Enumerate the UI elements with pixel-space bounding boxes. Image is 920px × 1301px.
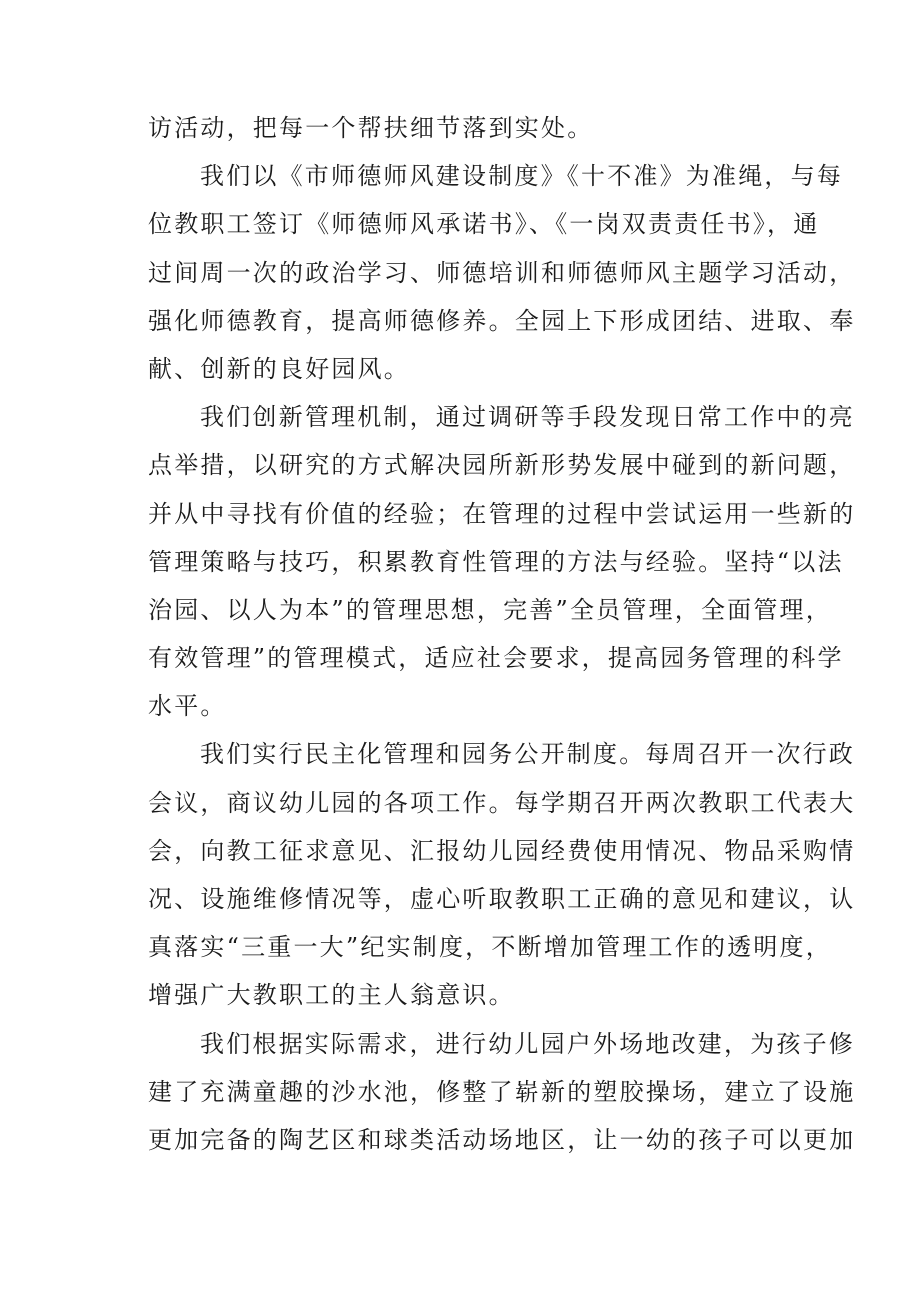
text-line: 位教职工签订《师德师风承诺书》、《一岗双责责任书》，通 bbox=[148, 210, 820, 239]
text-line: 会议，商议幼儿园的各项工作。每学期召开两次教职工代表大 bbox=[148, 788, 856, 817]
text-line: 建了充满童趣的沙水池，修整了崭新的塑胶操场，建立了设施 bbox=[148, 1077, 856, 1106]
text-line: 并从中寻找有价值的经验；在管理的过程中尝试运用一些新的 bbox=[148, 499, 856, 528]
paragraph-first-line: 我们根据实际需求，进行幼儿园户外场地改建，为孩子修 bbox=[200, 1029, 855, 1058]
text-line: 访活动，把每一个帮扶细节落到实处。 bbox=[148, 114, 594, 142]
text-line: 更加完备的陶艺区和球类活动场地区，让一幼的孩子可以更加 bbox=[148, 1125, 856, 1154]
text-line: 况、设施维修情况等，虚心听取教职工正确的意见和建议，认 bbox=[148, 885, 856, 913]
paragraph-first-line: 我们以《市师德师风建设制度》《十不准》为准绳，与每 bbox=[200, 162, 843, 191]
text-line: 献、创新的良好园风。 bbox=[148, 354, 410, 383]
paragraph-first-line: 我们实行民主化管理和园务公开制度。每周召开一次行政 bbox=[200, 740, 855, 769]
body-text bbox=[148, 104, 856, 1164]
text-line: 增强广大教职工的主人翁意识。 bbox=[148, 981, 515, 1010]
text-line: 管理策略与技巧，积累教育性管理的方法与经验。坚持“以法 bbox=[148, 547, 844, 576]
text-line: 有效管理”的管理模式，适应社会要求，提高园务管理的科学 bbox=[148, 644, 844, 673]
text-line: 水平。 bbox=[148, 692, 227, 721]
text-line: 治园、以人为本”的管理思想，完善”全员管理，全面管理， bbox=[148, 595, 832, 624]
text-line: 点举措，以研究的方式解决园所新形势发展中碰到的新问题， bbox=[148, 451, 856, 480]
paragraph-first-line: 我们创新管理机制，通过调研等手段发现日常工作中的亮 bbox=[200, 403, 855, 432]
text-line: 强化师德教育，提高师德修养。全园上下形成团结、进取、奉 bbox=[148, 306, 856, 335]
text-line: 过间周一次的政治学习、师德培训和师德师风主题学习活动， bbox=[148, 258, 856, 287]
text-line: 会，向教工征求意见、汇报幼儿园经费使用情况、物品采购情 bbox=[148, 836, 856, 865]
text-line: 真落实“三重一大”纪实制度，不断增加管理工作的透明度， bbox=[148, 933, 832, 962]
